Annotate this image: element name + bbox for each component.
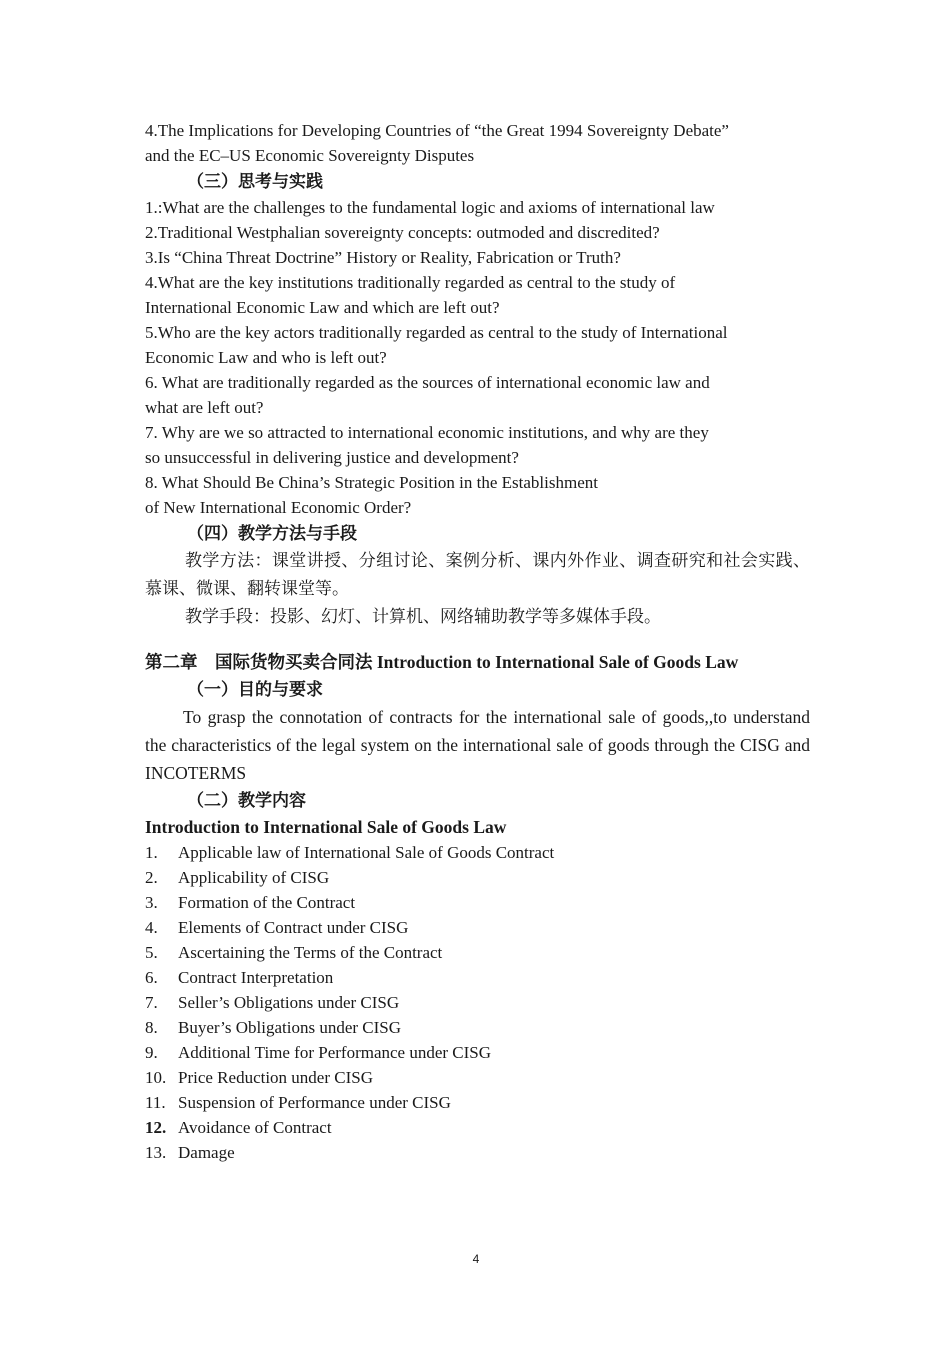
document-body: [145, 118, 810, 1165]
intro-line: 4.The Implications for Developing Countries of “the Great 1994 Sovereignty Debate”: [145, 121, 729, 140]
list-item: [145, 1040, 810, 1065]
list-item-number: 9.: [145, 1043, 158, 1062]
question-line: International Economic Law and which are left out?: [145, 298, 500, 317]
question-line: 5.Who are the key actors traditionally regarded as central to the study of International: [145, 323, 728, 342]
list-item: [145, 965, 810, 990]
list-item-number: 13.: [145, 1143, 167, 1162]
list-item-text: Ascertaining the Terms of the Contract: [178, 943, 443, 962]
list-item-text: Applicability of CISG: [178, 868, 330, 887]
list-item-number: 7.: [145, 993, 158, 1012]
list-item: [145, 1115, 810, 1140]
list-item-text: Applicable law of International Sale of Goods Contract: [178, 843, 555, 862]
list-item-number: 2.: [145, 868, 158, 887]
question-line: 1.:What are the challenges to the fundamental logic and axioms of international law: [145, 198, 715, 217]
question-line: 3.Is “China Threat Doctrine” History or Reality, Fabrication or Truth?: [145, 248, 621, 267]
question-line: 8. What Should Be China’s Strategic Position in the Establishment: [145, 473, 598, 492]
question-line: what are left out?: [145, 398, 264, 417]
question-line: so unsuccessful in delivering justice and development?: [145, 448, 519, 467]
list-item: [145, 865, 810, 890]
teaching-means-paragraph: 教学手段：投影、幻灯、计算机、网络辅助教学等多媒体手段。: [185, 607, 661, 626]
list-item-text: Elements of Contract under CISG: [178, 918, 409, 937]
question-line: Economic Law and who is left out?: [145, 348, 387, 367]
list-item-text: Additional Time for Performance under CISG: [178, 1043, 492, 1062]
list-item: [145, 840, 810, 865]
list-item-text: Buyer’s Obligations under CISG: [178, 1018, 402, 1037]
list-item-text: Seller’s Obligations under CISG: [178, 993, 400, 1012]
list-item: [145, 990, 810, 1015]
list-item-number: 11.: [145, 1093, 166, 1112]
list-item-number: 8.: [145, 1018, 158, 1037]
section-heading-content: （二）教学内容: [187, 791, 306, 810]
section-heading-practice: （三）思考与实践: [187, 172, 323, 191]
list-item-text: Suspension of Performance under CISG: [178, 1093, 451, 1112]
list-item-number: 4.: [145, 918, 158, 937]
teaching-methods-paragraph: 教学方法：课堂讲授、分组讨论、案例分析、课内外作业、调查研究和社会实践、慕课、微课、翻转课堂等。: [145, 551, 810, 598]
list-item: [145, 890, 810, 915]
list-item: [145, 1065, 810, 1090]
page-number: 4: [472, 1252, 480, 1266]
question-line: of New International Economic Order?: [145, 498, 412, 517]
list-item-number: 12.: [145, 1118, 167, 1137]
chapter-title: 第二章 国际货物买卖合同法 Introduction to International Sale of Goods Law: [145, 652, 739, 672]
list-item: [145, 1090, 810, 1115]
section-heading-methods: （四）教学方法与手段: [187, 524, 357, 543]
intro-line: and the EC–US Economic Sovereignty Disputes: [145, 146, 475, 165]
list-item-number: 5.: [145, 943, 158, 962]
list-item-number: 6.: [145, 968, 158, 987]
list-item: [145, 1140, 810, 1165]
content-list: [145, 840, 810, 1165]
list-item-number: 1.: [145, 843, 158, 862]
list-item: [145, 940, 810, 965]
list-item-text: Avoidance of Contract: [178, 1118, 332, 1137]
question-line: 4.What are the key institutions traditionally regarded as central to the study of: [145, 273, 676, 292]
list-item-text: Contract Interpretation: [178, 968, 334, 987]
question-list: [145, 195, 810, 520]
list-item-text: Formation of the Contract: [178, 893, 356, 912]
list-item-number: 3.: [145, 893, 158, 912]
question-line: 7. Why are we so attracted to international economic institutions, and why are they: [145, 423, 709, 442]
list-item: [145, 1015, 810, 1040]
question-line: 6. What are traditionally regarded as the sources of international economic law and: [145, 373, 710, 392]
list-item-text: Price Reduction under CISG: [178, 1068, 373, 1087]
question-line: 2.Traditional Westphalian sovereignty concepts: outmoded and discredited?: [145, 223, 660, 242]
objective-paragraph: To grasp the connotation of contracts for the international sale of goods,,to understand the characteristics of the legal system on the international sale of goods through the CISG and INCOTERMS: [145, 707, 810, 783]
list-item-number: 10.: [145, 1068, 167, 1087]
content-title: Introduction to International Sale of Goods Law: [145, 817, 507, 837]
list-item: [145, 915, 810, 940]
list-item-text: Damage: [178, 1143, 235, 1162]
section-heading-objectives: （一）目的与要求: [187, 680, 323, 699]
